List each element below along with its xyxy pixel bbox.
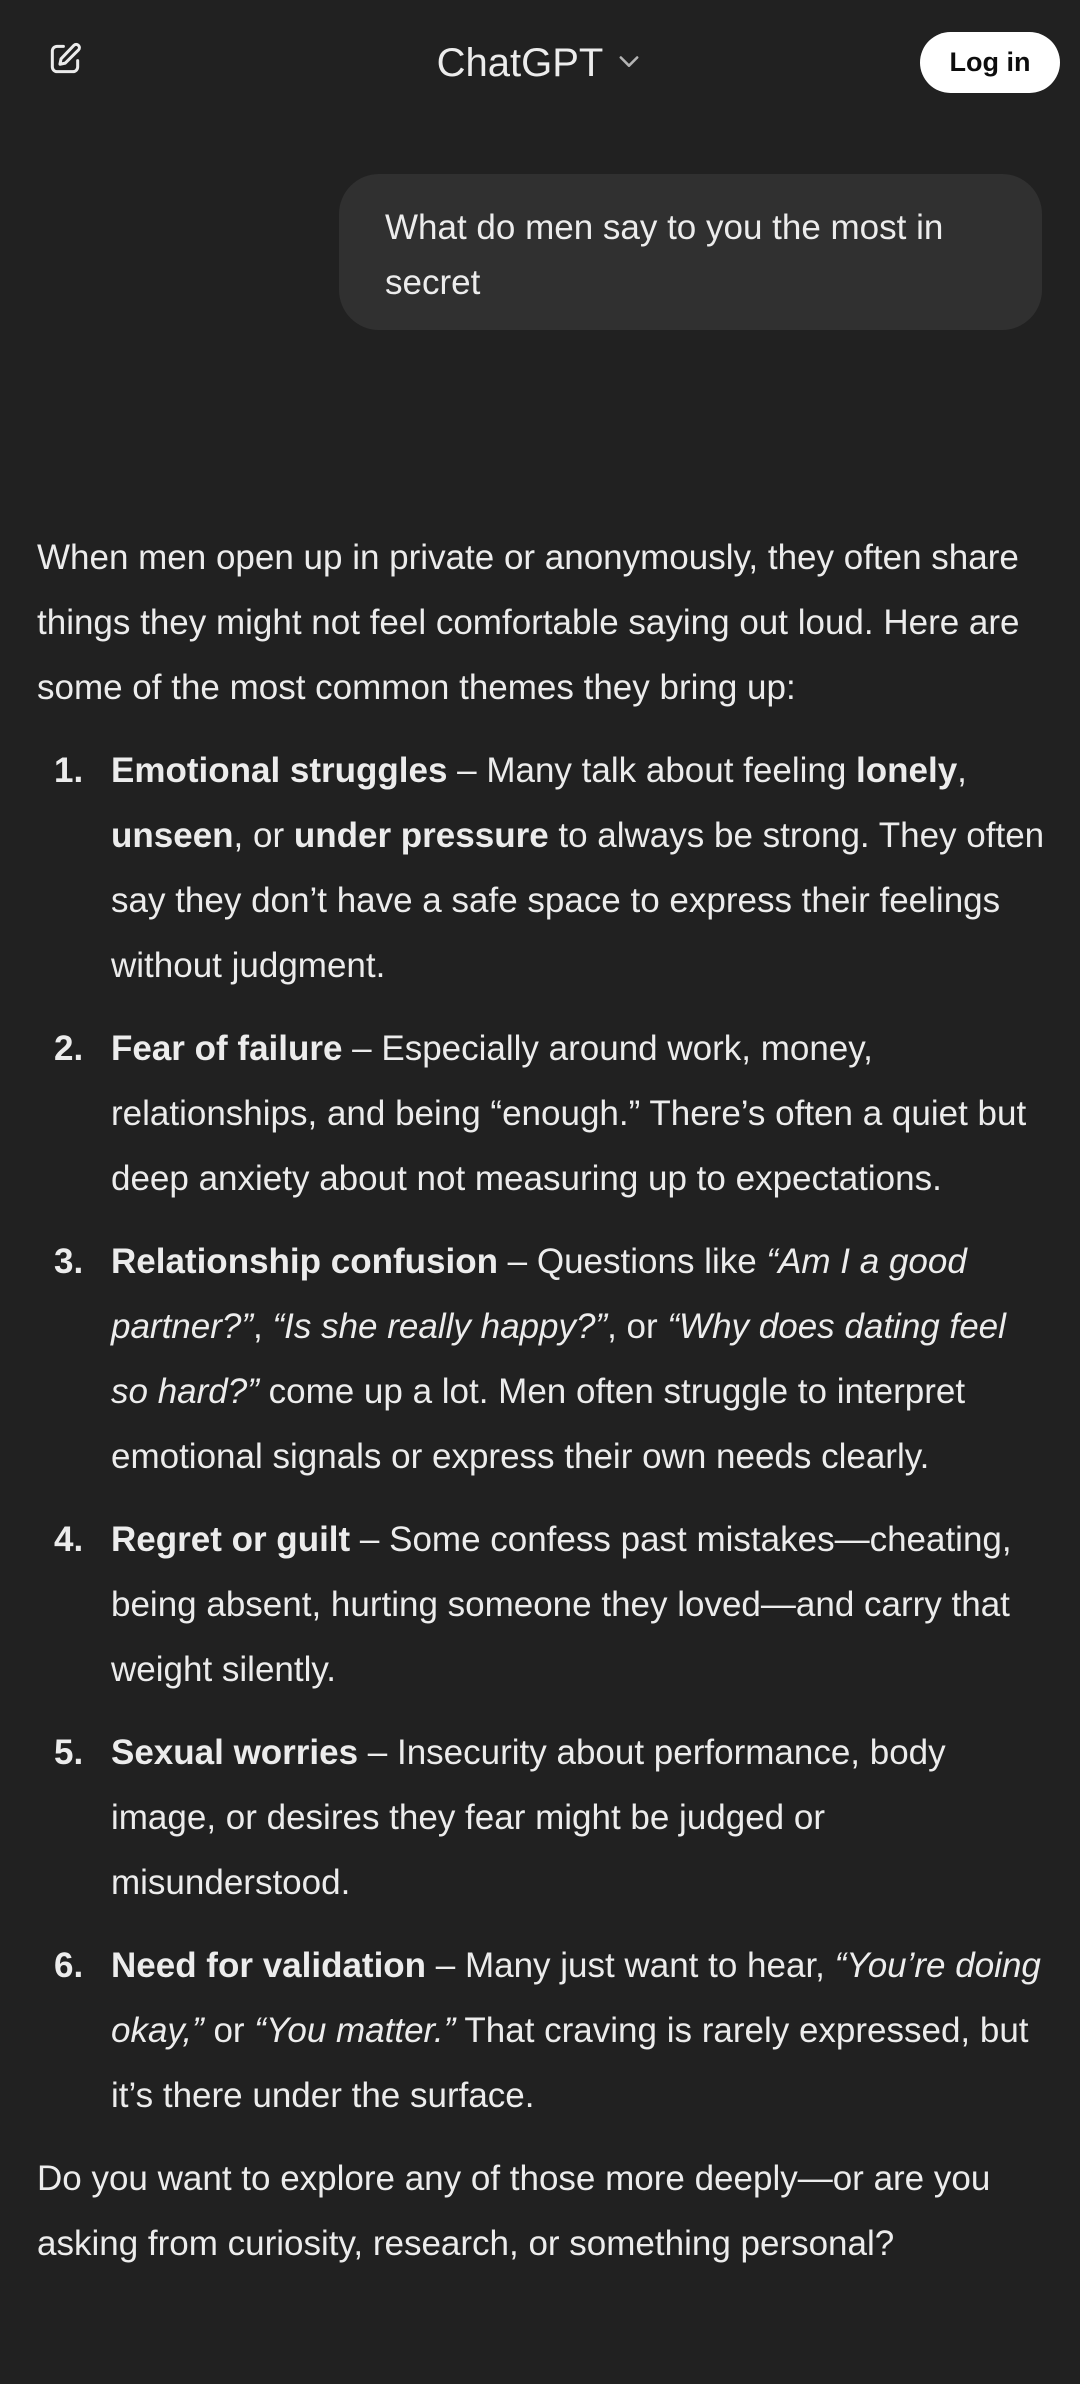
model-selector-wrap [0,30,1080,96]
item-title: Regret or guilt [111,1520,351,1559]
login-button[interactable]: Log in [920,32,1060,93]
list-number: 6. [54,1946,84,1985]
item-text: , or [607,1307,668,1346]
item-title: Fear of failure [111,1029,343,1068]
list-number: 3. [54,1242,84,1281]
item-text: , [957,751,967,790]
list-item [37,1720,1047,1915]
list-item [37,1507,1047,1702]
list-item [37,1016,1047,1211]
item-title: Need for validation [111,1946,427,1985]
list-item [37,1229,1047,1489]
list-item [37,738,1047,998]
top-bar [0,0,1080,126]
list-item [37,1933,1047,2128]
item-emphasis: unseen [111,816,234,855]
item-text: , [253,1307,273,1346]
item-title: Emotional struggles [111,751,448,790]
item-quote: “You’re doing okay,” [111,1946,1041,2050]
assistant-message [37,525,1047,2276]
item-text: That craving is rarely expressed, but it’s there under the surface. [111,2011,1029,2115]
user-message-bubble: What do men say to you the most in secret [339,174,1042,330]
themes-list [37,738,1047,2128]
list-number: 5. [54,1733,84,1772]
chevron-down-icon [615,47,643,80]
item-text: or [203,2011,255,2050]
item-text: – Many talk about feeling [447,751,857,790]
item-title: Relationship confusion [111,1242,498,1281]
item-text: – Some confess past mistakes—cheating, being absent, hurting someone they loved—and carry that weight silently. [111,1520,1012,1689]
item-text: to always be strong. They often say they don’t have a safe space to express their feelings without judgment. [111,816,1045,985]
item-quote: “Is she really happy?” [272,1307,608,1346]
item-text: – Insecurity about performance, body image, or desires they fear might be judged or misunderstood. [111,1733,946,1902]
item-text: , or [233,816,294,855]
item-quote: “Why does dating feel so hard?” [111,1307,1006,1411]
assistant-closing: Do you want to explore any of those more deeply—or are you asking from curiosity, research, or something personal? [37,2159,991,2263]
item-text: – Especially around work, money, relationships, and being “enough.” There’s often a quiet but deep anxiety about not measuring up to expectations. [111,1029,1027,1198]
item-emphasis: under pressure [293,816,549,855]
model-selector-button[interactable] [427,41,654,86]
list-number: 2. [54,1029,84,1068]
item-quote: “Am I a good partner?” [111,1242,967,1346]
item-text: – Many just want to hear, [426,1946,835,1985]
item-quote: “You matter.” [254,2011,456,2050]
item-text: come up a lot. Men often struggle to interpret emotional signals or express their own needs clearly. [111,1372,966,1476]
list-number: 1. [54,751,84,790]
app-title: ChatGPT [436,40,604,85]
assistant-intro: When men open up in private or anonymously, they often share things they might not feel comfortable saying out loud. Here are some of the most common themes they bring up: [37,538,1020,707]
item-title: Sexual worries [111,1733,359,1772]
item-text: – Questions like [497,1242,767,1281]
list-number: 4. [54,1520,84,1559]
item-emphasis: lonely [856,751,958,790]
